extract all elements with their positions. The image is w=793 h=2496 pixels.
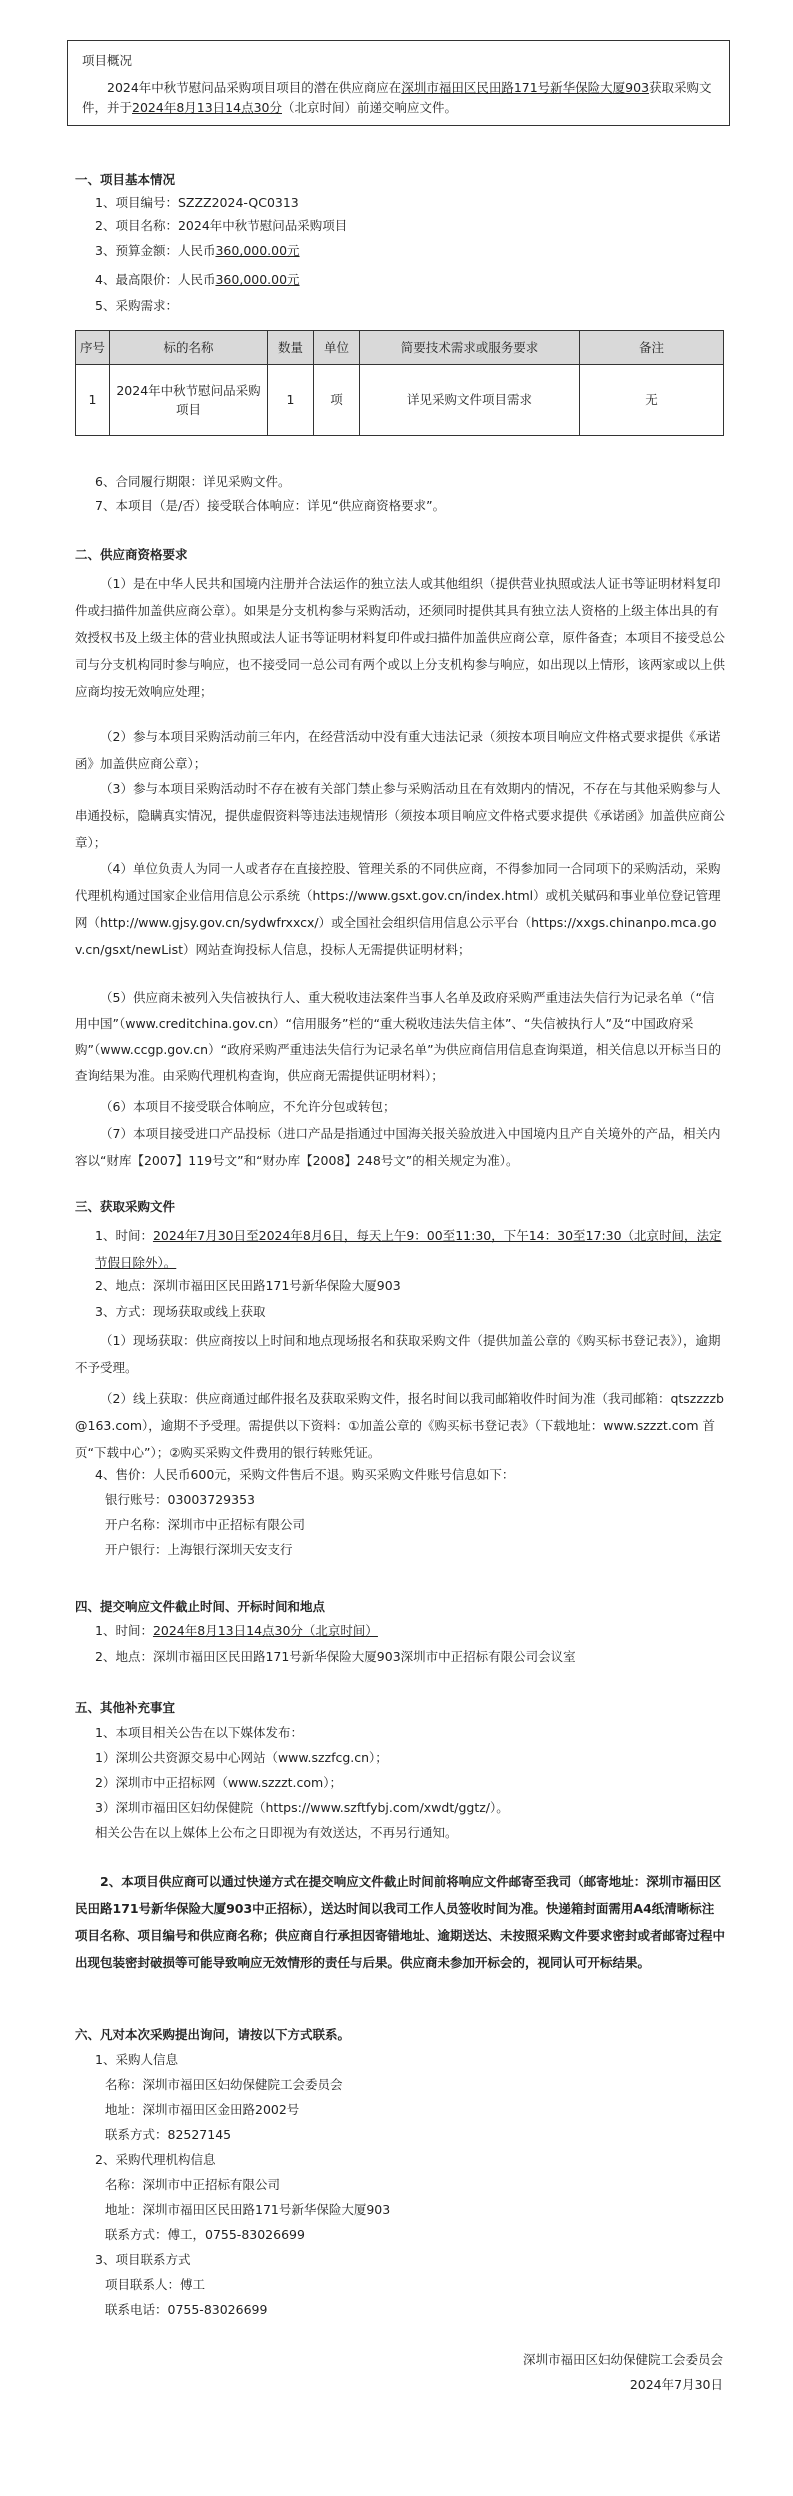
document-price: 4、售价：人民币600元，采购文件售后不退。购买采购文件账号信息如下： [95,1467,515,1482]
overview-text-1: 2024年中秋节慰问品采购项目项目的潜在供应商应在 [107,80,402,96]
section-4-title: 四、提交响应文件截止时间、开标时间和地点 [75,1599,326,1614]
agency-name: 名称：深圳市中正招标有限公司 [105,2177,281,2192]
table-cell: 无 [580,365,724,436]
table-header: 简要技术需求或服务要求 [360,331,580,365]
qualification-6: （6）本项目不接受联合体响应，不允许分包或转包； [100,1099,396,1114]
project-name-value: 2024年中秋节慰问品采购项目 [177,218,348,233]
section-2-title: 二、供应商资格要求 [75,547,188,562]
bank-account: 银行账号：03003729353 [105,1492,255,1507]
overview-text-3: （北京时间）前递交响应文件。 [282,99,458,115]
courier-delivery-note: 2、本项目供应商可以通过快递方式在提交响应文件截止时间前将响应文件邮寄至我司（邮寄地址：深圳市福田区民田路171号新华保险大厦903中正招标），送达时间以我司工作人员签收时间为准。快递箱封面需用A4纸清晰标注项目名称、项目编号和供应商名称；供应商自行承担因寄错地址、逾期送达、未按照采购文件要求密封或者邮寄过程中出现包装密封破损等可能导致响应无效情形的责任与后果。供应商未参加开标会的，视同认可开标结果。 [75,1874,726,1970]
signature-date: 2024年7月30日 [629,2377,723,2392]
purchaser-contact: 联系方式：82527145 [105,2127,232,2142]
onsite-acquire: （1）现场获取：供应商按以上时间和地点现场报名和获取采购文件（提供加盖公章的《购买标书登记表》），逾期不予受理。 [75,1333,721,1375]
overview-text [82,78,717,117]
qualification-4: （4）单位负责人为同一人或者存在直接控股、管理关系的不同供应商，不得参加同一合同项下的采购活动，采购代理机构通过国家企业信用信息公示系统（https://www.gsxt.gov.cn/index.html）或机关赋码和事业单位登记管理网（http://www.gjsy.gov.cn/sydwfrxxcx/）或全国社会组织信用信息公示平台（https://xxgs.chinanpo.mca.gov.cn/gsxt/newList）网站查询投标人信息，投标人无需提供证明材料； [75,861,721,957]
deadline-time-value: 2024年8月13日14点30分（北京时间） [152,1623,378,1638]
table-header: 备注 [580,331,724,365]
max-price-prefix: 人民币 [177,272,216,287]
project-contact-person: 项目联系人：傅工 [105,2277,206,2292]
consortium-note: 7、本项目（是/否）接受联合体响应：详见“供应商资格要求”。 [95,498,446,513]
overview-text-2: 获取采购文件，并于 [82,80,712,115]
overview-location: 深圳市福田区民田路171号新华保险大厦903 [401,80,650,96]
media-intro: 1、本项目相关公告在以下媒体发布： [95,1725,303,1740]
max-price [95,270,300,289]
bank-name: 开户银行：上海银行深圳天安支行 [105,1542,293,1557]
qualification-3: （3）参与本项目采购活动时不存在被有关部门禁止参与采购活动且在有效期内的情况，不存在与其他采购参与人串通投标，隐瞒真实情况，提供虚假资料等违法违规情形（须按本项目响应文件格式要求提供《承诺函》加盖供应商公章）； [75,781,726,850]
project-no-value: SZZZ2024-QC0313 [177,195,299,210]
demand-label: 5、采购需求： [95,298,178,313]
max-price-label: 4、最高限价： [95,272,178,287]
contract-period: 6、合同履行期限：详见采购文件。 [95,474,291,489]
budget-prefix: 人民币 [177,243,216,258]
table-cell: 2024年中秋节慰问品采购项目 [110,365,268,436]
acquire-method: 3、方式：现场获取或线上获取 [95,1304,266,1319]
table-header-row [76,331,724,365]
acquire-time [95,1222,725,1276]
table-cell: 1 [268,365,314,436]
table-header: 单位 [314,331,360,365]
budget-value: 360,000.00元 [215,243,300,258]
requirements-table [75,330,724,436]
agency-info-title: 2、采购代理机构信息 [95,2152,216,2167]
media-item: 3）深圳市福田区妇幼保健院（https://www.szftfybj.com/xwdt/ggtz/）。 [95,1800,509,1815]
acquire-time-value: 2024年7月30日至2024年8月6日，每天上午9：00至11:30，下午14：30至17:30（北京时间，法定节假日除外）。 [95,1228,722,1270]
project-contact-phone: 联系电话：0755-83026699 [105,2302,268,2317]
purchaser-info-title: 1、采购人信息 [95,2052,178,2067]
project-name-label: 2、项目名称： [95,218,178,233]
table-row [76,365,724,436]
table-cell: 详见采购文件项目需求 [360,365,580,436]
account-name: 开户名称：深圳市中正招标有限公司 [105,1517,306,1532]
overview-title: 项目概况 [82,53,133,68]
qualification-7: （7）本项目接受进口产品投标（进口产品是指通过中国海关报关验放进入中国境内且产自关境外的产品，相关内容以“财库【2007】119号文”和“财办库【2008】248号文”的相关规定为准）。 [75,1126,721,1168]
budget [95,241,300,260]
signature-org: 深圳市福田区妇幼保健院工会委员会 [522,2352,723,2367]
overview-deadline: 2024年8月13日14点30分 [132,99,282,115]
max-price-value: 360,000.00元 [215,272,300,287]
qualification-5: （5）供应商未被列入失信被执行人、重大税收违法案件当事人名单及政府采购严重违法失信行为记录名单（“信用中国”（www.creditchina.gov.cn）“信用服务”栏的“重大税收违法失信主体”、“失信被执行人”及“中国政府采购”（www.ccgp.gov.cn）“政府采购严重违法失信行为记录名单”为供应商信用信息查询渠道，相关信息以开标当日的查询结果为准。由采购代理机构查询，供应商无需提供证明材料）； [75,990,722,1083]
table-header: 标的名称 [110,331,268,365]
project-overview-box [67,40,730,126]
agency-contact: 联系方式：傅工，0755-83026699 [105,2227,305,2242]
project-no-label: 1、项目编号： [95,195,178,210]
media-note: 相关公告在以上媒体上公布之日即视为有效送达，不再另行通知。 [95,1825,458,1840]
section-6-title: 六、凡对本次采购提出询问，请按以下方式联系。 [75,2027,351,2042]
table-cell: 1 [76,365,110,436]
deadline-time [95,1621,378,1640]
purchaser-address: 地址：深圳市福田区金田路2002号 [105,2102,300,2117]
online-acquire: （2）线上获取：供应商通过邮件报名及获取采购文件，报名时间以我司邮箱收件时间为准（我司邮箱：qtszzzzb@163.com），逾期不予受理。需提供以下资料：①加盖公章的《购买标书登记表》（下载地址：www.szzzt.com 首页“下载中心”）；②购买采购文件费用的银行转账凭证。 [75,1391,724,1460]
deadline-time-label: 1、时间： [95,1623,153,1638]
qualification-1: （1）是在中华人民共和国境内注册并合法运作的独立法人或其他组织（提供营业执照或法人证书等证明材料复印件或扫描件加盖供应商公章）。如果是分支机构参与采购活动，还须同时提供其具有独立法人资格的上级主体出具的有效授权书及上级主体的营业执照或法人证书等证明材料复印件或扫描件加盖供应商公章，原件备查；本项目不接受总公司与分支机构同时参与响应，也不接受同一总公司有两个或以上分支机构参与响应，如出现以上情形，该两家或以上供应商均按无效响应处理； [75,576,726,699]
section-1-title: 一、项目基本情况 [75,172,176,187]
project-contact-title: 3、项目联系方式 [95,2252,191,2267]
project-no [95,193,299,212]
section-3-title: 三、获取采购文件 [75,1199,176,1214]
qualification-2: （2）参与本项目采购活动前三年内，在经营活动中没有重大违法记录（须按本项目响应文件格式要求提供《承诺函》加盖供应商公章）； [75,729,721,771]
acquire-place: 2、地点：深圳市福田区民田路171号新华保险大厦903 [95,1278,401,1293]
acquire-time-label: 1、时间： [95,1228,153,1243]
agency-address: 地址：深圳市福田区民田路171号新华保险大厦903 [105,2202,391,2217]
media-item: 1）深圳公共资源交易中心网站（www.szzfcg.cn）； [95,1750,388,1765]
table-header: 数量 [268,331,314,365]
budget-label: 3、预算金额： [95,243,178,258]
media-item: 2）深圳市中正招标网（www.szzzt.com）； [95,1775,342,1790]
table-header: 序号 [76,331,110,365]
table-cell: 项 [314,365,360,436]
opening-place: 2、地点：深圳市福田区民田路171号新华保险大厦903深圳市中正招标有限公司会议室 [95,1649,576,1664]
project-name [95,216,347,235]
section-5-title: 五、其他补充事宜 [75,1700,176,1715]
purchaser-name: 名称：深圳市福田区妇幼保健院工会委员会 [105,2077,343,2092]
